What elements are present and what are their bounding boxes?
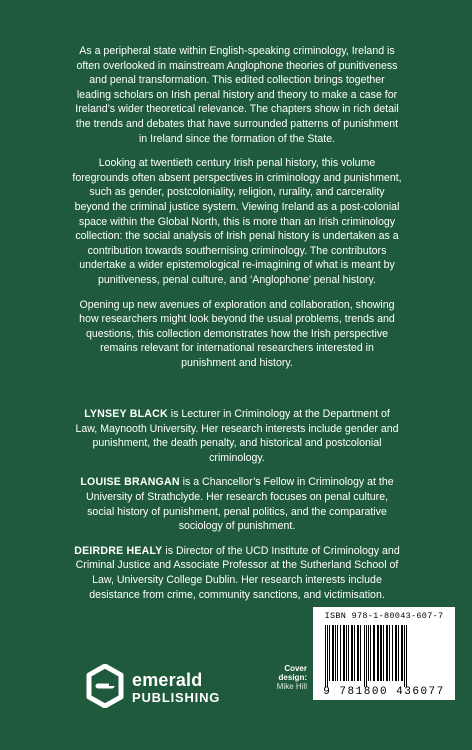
- barcode-bar: [386, 625, 388, 681]
- bio-lynsey-black: [72, 407, 402, 465]
- blurb-paragraph-1: As a peripheral state within English-speaking criminology, Ireland is often overlooked in mainstream Anglophone theories of punitiveness and penal transformation. This edited collection brings together leading scholars on Irish penal history and theory to make a case for Ireland’s wider theoretical relevance. The chapters show in rich detail the trends and debates that have surrounded patterns of punishment in Ireland since the formation of the State.: [75, 45, 399, 145]
- barcode-bar: [332, 625, 334, 681]
- bio-name: DEIRDRE HEALY: [74, 544, 163, 557]
- bio-louise-brangan: [72, 475, 402, 533]
- bio-name: LOUISE BRANGAN: [80, 476, 180, 489]
- barcode-bar: [377, 625, 379, 681]
- barcode-bar: [340, 625, 341, 681]
- barcode-bar: [337, 625, 338, 681]
- barcode-bar: [392, 625, 393, 681]
- barcode-bar: [329, 625, 330, 681]
- barcode-bar: [351, 625, 353, 681]
- bio-text: is Director of the UCD Institute of Criminology and Criminal Justice and Associate Professor at the Sutherland School of Law, University College Dublin. Her research interests include desistance from crime, community sanctions, and victimisation.: [75, 544, 400, 601]
- barcode-bar: [389, 625, 390, 681]
- barcode-bar: [373, 625, 375, 681]
- barcode-bar: [335, 625, 336, 681]
- isbn-barcode: [313, 607, 455, 700]
- blurb-paragraph-2: Looking at twentieth century Irish penal history, this volume foregrounds often absent perspectives in criminology and punishment, such as gender, postcoloniality, religion, rurality, and carcerality beyond the criminal justice system. Viewing Ireland as a post-colonial space within the Global North, this is more than an Irish criminology collection: the social analysis of Irish penal history is undertaken as a contribution towards southernising criminology. The contributors undertake a wider epistemological re-imagining of what is meant by punitiveness, penal culture, and ‘Anglophone’ penal history.: [72, 157, 402, 286]
- barcode-bar: [354, 625, 355, 681]
- barcode-bar: [383, 625, 384, 681]
- back-cover-blurb: [72, 44, 402, 380]
- barcode-bar: [380, 625, 382, 681]
- barcode-bar: [327, 625, 328, 687]
- isbn-number: ISBN 978-1-80043-607-7: [324, 611, 444, 621]
- author-bios: [72, 407, 402, 612]
- barcode-bar: [360, 625, 361, 681]
- emerald-logo-icon: [86, 664, 124, 708]
- publisher-subname: PUBLISHING: [132, 690, 221, 705]
- blurb-paragraph-3: Opening up new avenues of exploration and collaboration, showing how researchers might look beyond the usual problems, trends and questions, this collection demonstrates how the Irish perspective remains relevant for international researchers interested in punishment and history.: [79, 298, 395, 369]
- barcode-digits: 9 781800 436077: [323, 686, 445, 698]
- barcode-bar: [346, 625, 347, 681]
- barcode-bar: [370, 625, 371, 681]
- cover-design-label: Cover design:: [278, 664, 307, 682]
- barcode-bar: [368, 625, 369, 681]
- bio-text: is a Chancellor’s Fellow in Criminology at the University of Strathclyde. Her research focuses on penal culture, social history of punishment, penal politics, and the comparative sociology of punishment.: [85, 476, 394, 533]
- barcode-bar: [364, 625, 365, 687]
- cover-designer-name: Mike Hill: [276, 682, 307, 691]
- publisher-logo: [86, 664, 236, 714]
- cover-credit: [257, 664, 307, 691]
- barcode-bar: [401, 625, 403, 681]
- bio-deirdre-healy: [72, 544, 402, 602]
- barcode-bar: [398, 625, 399, 681]
- barcode-bar: [348, 625, 349, 681]
- barcode-bar: [325, 625, 326, 687]
- barcode-bar: [343, 625, 345, 681]
- barcode-bar: [366, 625, 367, 687]
- bio-text: is Lecturer in Criminology at the Department of Law, Maynooth University. Her research interests include gender and punishment, the death penalty, and historical and postcolonial criminology.: [75, 408, 399, 464]
- barcode-bar: [404, 625, 405, 687]
- bio-name: LYNSEY BLACK: [84, 408, 168, 420]
- barcode-bar: [406, 625, 407, 687]
- barcode-bar: [395, 625, 397, 681]
- barcode-bars: [323, 625, 445, 687]
- publisher-name: emerald: [132, 670, 203, 690]
- barcode-bar: [357, 625, 359, 681]
